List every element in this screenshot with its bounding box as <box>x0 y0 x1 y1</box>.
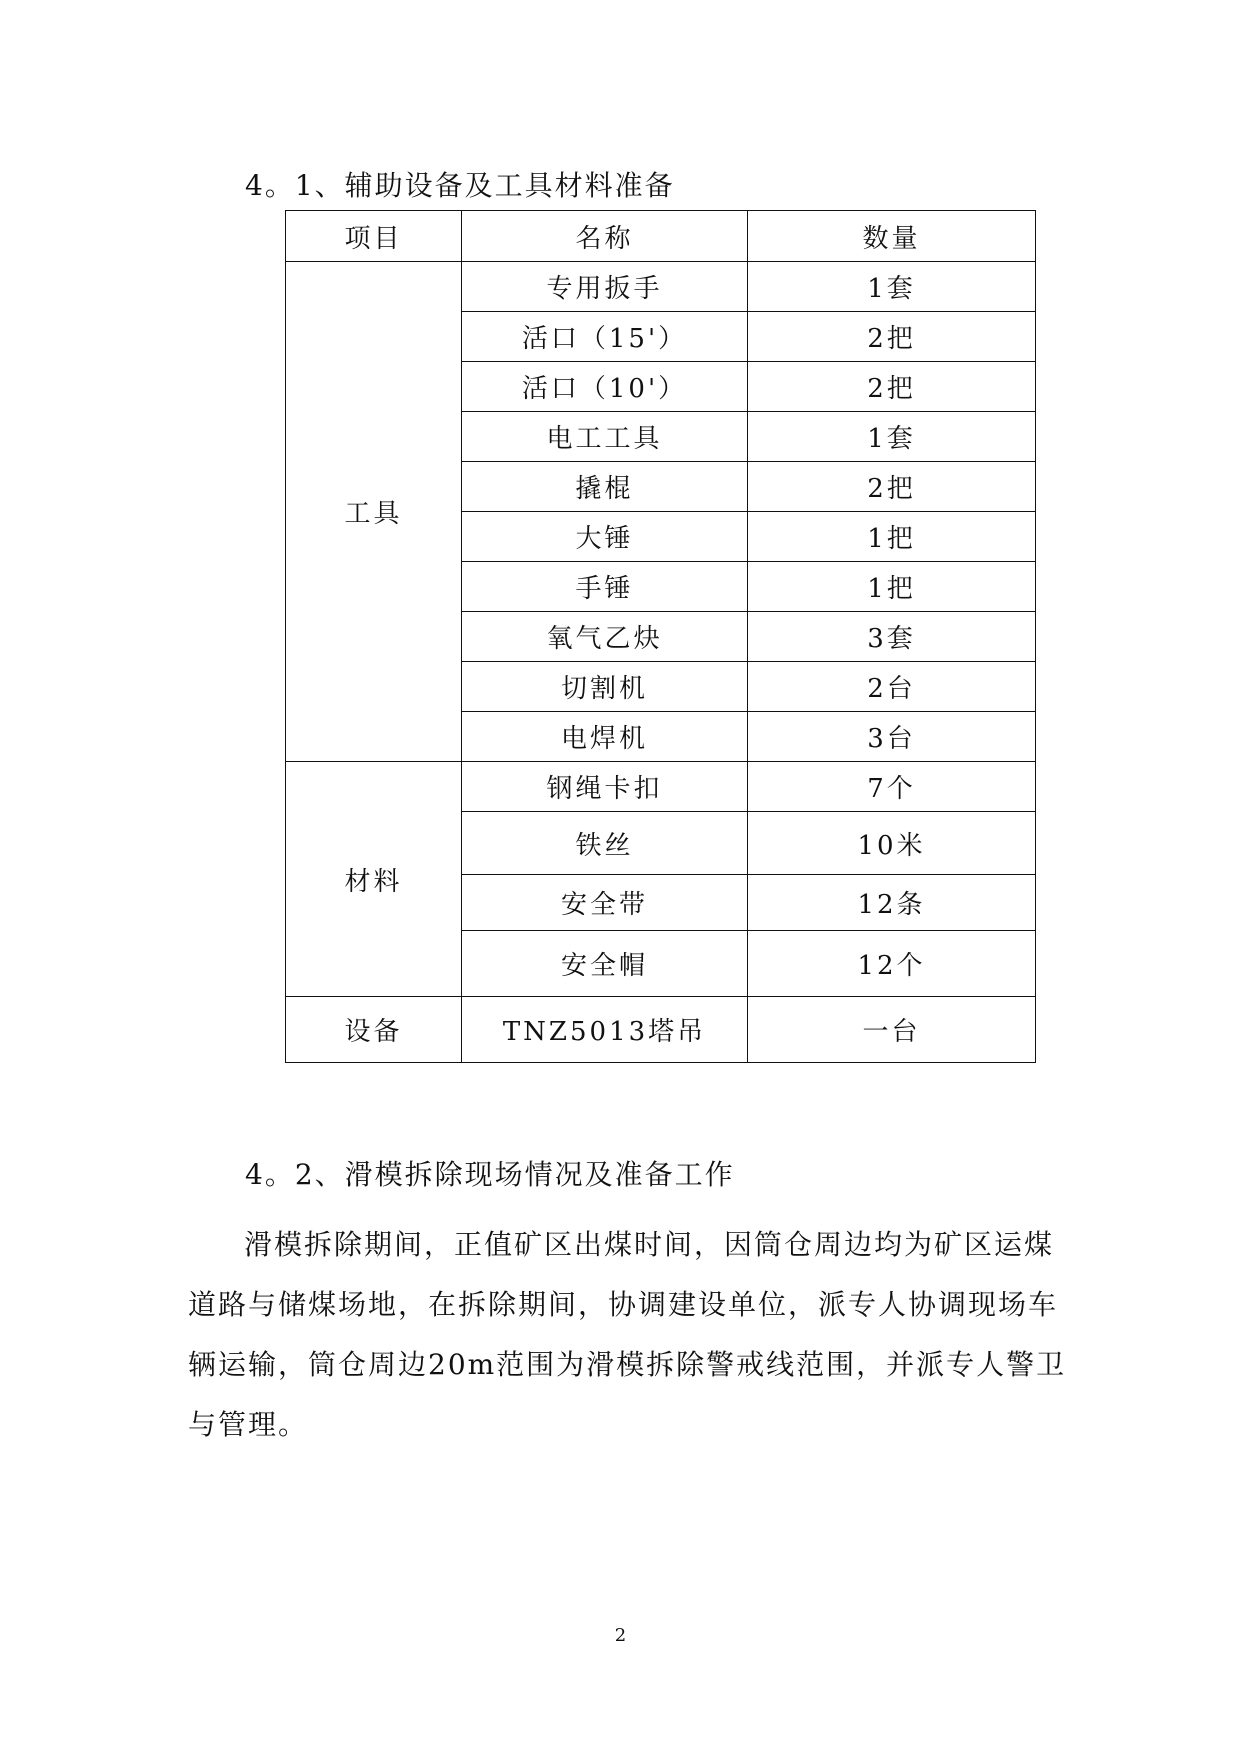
item-name: 铁丝 <box>462 812 748 875</box>
item-qty: 2把 <box>748 462 1036 512</box>
header-qty: 数量 <box>748 211 1036 262</box>
item-name: 电焊机 <box>462 712 748 762</box>
item-qty: 1把 <box>748 562 1036 612</box>
item-qty: 2把 <box>748 312 1036 362</box>
item-qty: 1把 <box>748 512 1036 562</box>
item-name: 切割机 <box>462 662 748 712</box>
item-name: 活口（10'） <box>462 362 748 412</box>
header-name: 名称 <box>462 211 748 262</box>
item-qty: 3台 <box>748 712 1036 762</box>
equipment-table <box>285 210 1036 1063</box>
item-qty: 10米 <box>748 812 1036 875</box>
item-qty: 3套 <box>748 612 1036 662</box>
item-name: 撬棍 <box>462 462 748 512</box>
section-heading-4-2: 4。2、滑模拆除现场情况及准备工作 <box>245 1158 735 1191</box>
item-qty: 一台 <box>748 997 1036 1063</box>
item-qty: 1套 <box>748 412 1036 462</box>
item-name: 安全带 <box>462 875 748 931</box>
item-name: 电工工具 <box>462 412 748 462</box>
item-qty: 2把 <box>748 362 1036 412</box>
category-cell-equipment: 设备 <box>286 997 462 1063</box>
item-name: 专用扳手 <box>462 262 748 312</box>
table-row <box>286 262 1036 312</box>
category-cell-materials: 材料 <box>286 762 462 997</box>
body-paragraph <box>188 1215 1068 1455</box>
item-qty: 1套 <box>748 262 1036 312</box>
item-name: 钢绳卡扣 <box>462 762 748 812</box>
item-qty: 7个 <box>748 762 1036 812</box>
item-name: 大锤 <box>462 512 748 562</box>
item-qty: 12个 <box>748 931 1036 997</box>
item-qty: 12条 <box>748 875 1036 931</box>
item-name: TNZ5013塔吊 <box>462 997 748 1063</box>
page-number: 2 <box>614 1625 627 1646</box>
header-item: 项目 <box>286 211 462 262</box>
category-cell-tools: 工具 <box>286 262 462 762</box>
table-header-row <box>286 211 1036 262</box>
paragraph-text: 滑模拆除期间，正值矿区出煤时间，因筒仓周边均为矿区运煤道路与储煤场地，在拆除期间，协调建设单位，派专人协调现场车辆运输，筒仓周边20m范围为滑模拆除警戒线范围，并派专人警卫与管理。 <box>188 1228 1067 1441</box>
item-name: 活口（15'） <box>462 312 748 362</box>
table-row <box>286 762 1036 812</box>
item-qty: 2台 <box>748 662 1036 712</box>
section-heading-4-1: 4。1、辅助设备及工具材料准备 <box>245 169 675 202</box>
item-name: 手锤 <box>462 562 748 612</box>
table-row <box>286 997 1036 1063</box>
item-name: 安全帽 <box>462 931 748 997</box>
item-name: 氧气乙炔 <box>462 612 748 662</box>
